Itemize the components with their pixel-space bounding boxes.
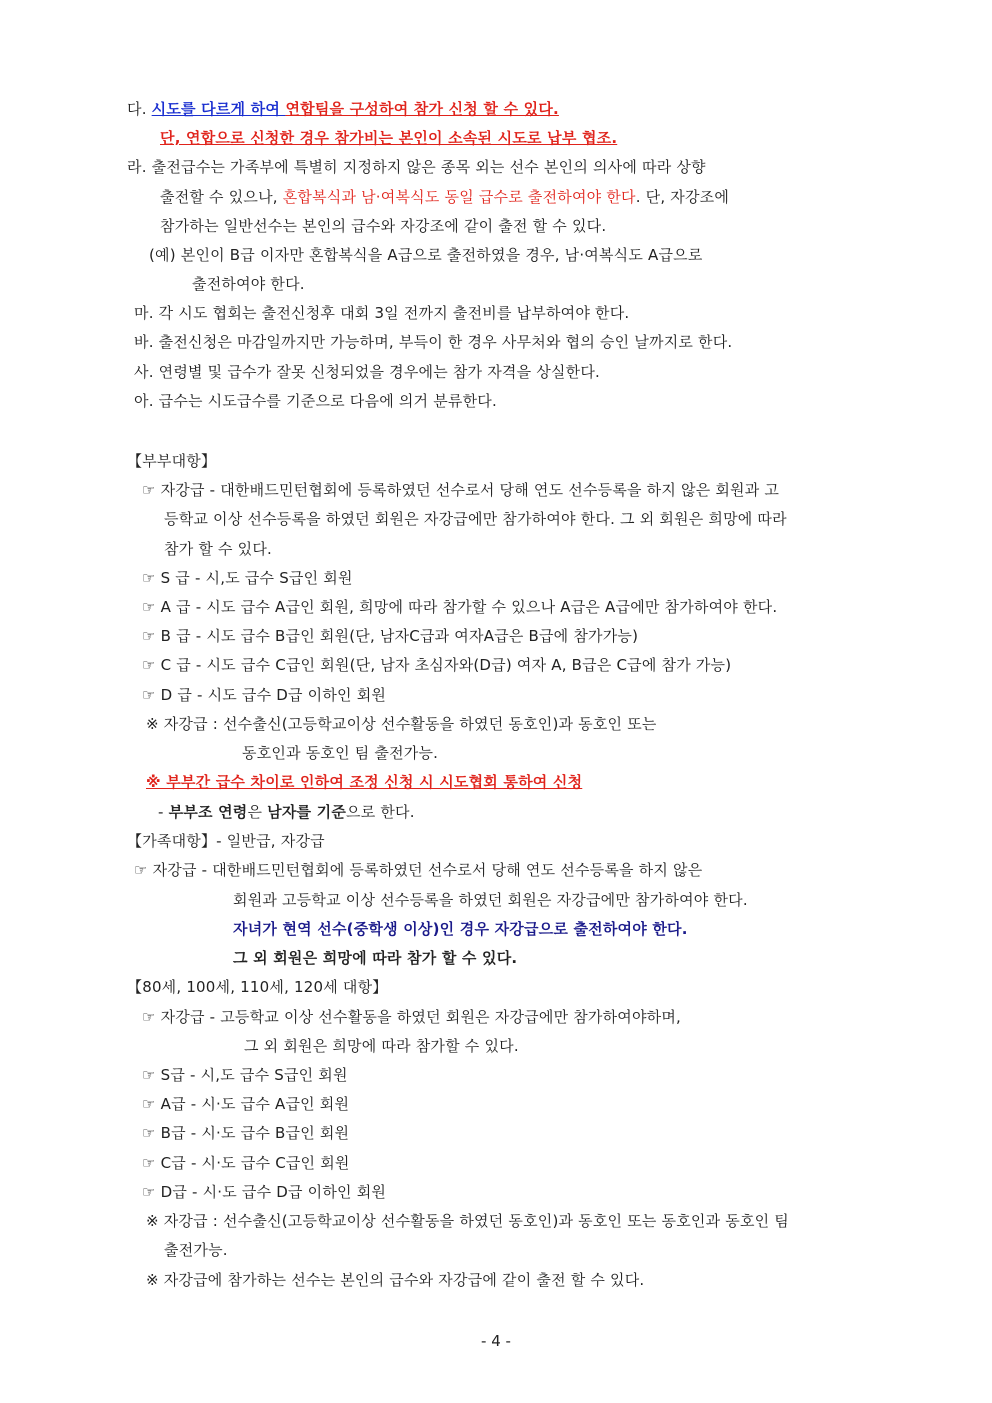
couple-jagang-line3: 참가 할 수 있다. <box>164 540 273 558</box>
couple-grade-d: ☞ D 급 - 시도 급수 D급 이하인 회원 <box>142 686 387 704</box>
item-ra-line2-a: 출전할 수 있으나, <box>160 188 283 206</box>
couple-jagang-line2: 등학교 이상 선수등록을 하였던 회원은 자강급에만 참가하여야 한다. 그 외 회원은 희망에 따라 <box>164 510 787 528</box>
age-groups-jagang-line2: 그 외 회원은 희망에 따라 참가할 수 있다. <box>244 1037 519 1055</box>
item-ra-line2-red: 혼합복식과 남·여복식도 동일 급수로 출전하여야 한다 <box>282 188 636 206</box>
age-groups-heading: 【80세, 100세, 110세, 120세 대항】 <box>127 978 388 996</box>
item-ra-line2-c: . 단, 자강조에 <box>635 188 730 206</box>
family-jagang-line2: 회원과 고등학교 이상 선수등록을 하였던 회원은 자강급에만 참가하여야 한다. <box>233 891 748 909</box>
age-groups-note-line2: 출전가능. <box>164 1241 228 1259</box>
couple-grade-a: ☞ A 급 - 시도 급수 A급인 회원, 희망에 따라 참가할 수 있으나 A급은 A급에만 참가하여야 한다. <box>142 598 778 616</box>
family-jagang-line4: 그 외 회원은 희망에 따라 참가 할 수 있다. <box>233 949 518 967</box>
item-a: 아. 급수는 시도급수를 기준으로 다음에 의거 분류한다. <box>134 392 497 410</box>
family-jagang-line3: 자녀가 현역 선수(중학생 이상)인 경우 자강급으로 출전하여야 한다. <box>233 920 688 938</box>
family-heading: 【가족대항】- 일반급, 자강급 <box>127 832 325 850</box>
item-ra-example-cont: 출전하여야 한다. <box>192 275 305 293</box>
couple-note-line1: ※ 자강급 : 선수출신(고등학교이상 선수활동을 하였던 동호인)과 동호인 또는 <box>146 715 657 733</box>
age-groups-jagang-line1: ☞ 자강급 - 고등학교 이상 선수활동을 하였던 회원은 자강급에만 참가하여야하며, <box>142 1008 682 1026</box>
couple-jagang-line1: ☞ 자강급 - 대한배드민턴협회에 등록하였던 선수로서 당해 연도 선수등록을 하지 않은 회원과 고 <box>142 481 780 499</box>
couple-grade-s: ☞ S 급 - 시,도 급수 S급인 회원 <box>142 569 353 587</box>
item-ra-example: (예) 본인이 B급 이자만 혼합복식을 A급으로 출전하였을 경우, 남·여복식도 A급으로 <box>149 246 703 264</box>
couple-age-bold2: 남자를 기준 <box>267 803 347 821</box>
couple-note-line2: 동호인과 동호인 팀 출전가능. <box>242 744 439 762</box>
age-groups-grade-b: ☞ B급 - 시·도 급수 B급인 회원 <box>142 1124 350 1142</box>
couple-heading: 【부부대항】 <box>127 452 217 470</box>
item-da <box>127 99 559 119</box>
couple-grade-c: ☞ C 급 - 시도 급수 C급인 회원(단, 남자 초심자와(D급) 여자 A, B급은 C급에 참가 가능) <box>142 656 732 674</box>
age-groups-note3: ※ 자강급에 참가하는 선수는 본인의 급수와 자강급에 같이 출전 할 수 있다. <box>146 1271 645 1289</box>
item-sa: 사. 연령별 및 급수가 잘못 신청되었을 경우에는 참가 자격을 상실한다. <box>134 363 600 381</box>
item-ma: 마. 각 시도 협회는 출전신청후 대회 3일 전까지 출전비를 납부하여야 한다. <box>134 304 630 322</box>
item-ra-line1: 라. 출전급수는 가족부에 특별히 지정하지 않은 종목 외는 선수 본인의 의사에 따라 상향 <box>127 158 706 176</box>
item-da-marker: 다. <box>127 100 147 118</box>
couple-grade-b: ☞ B 급 - 시도 급수 B급인 회원(단, 남자C급과 여자A급은 B급에 참가가능) <box>142 627 639 645</box>
age-groups-note-line1: ※ 자강급 : 선수출신(고등학교이상 선수활동을 하였던 동호인)과 동호인 또는 동호인과 동호인 팀 <box>146 1212 789 1230</box>
age-groups-grade-d: ☞ D급 - 시·도 급수 D급 이하인 회원 <box>142 1183 387 1201</box>
couple-red-note: ※ 부부간 급수 차이로 인하여 조정 신청 시 시도협회 통하여 신청 <box>146 773 583 791</box>
item-ra-line2 <box>160 187 729 207</box>
item-ba: 바. 출전신청은 마감일까지만 가능하며, 부득이 한 경우 사무처와 협의 승인 날까지로 한다. <box>134 333 733 351</box>
family-jagang-line1: ☞ 자강급 - 대한배드민턴협회에 등록하였던 선수로서 당해 연도 선수등록을 하지 않은 <box>134 861 703 879</box>
item-da-text-red: 연합팀을 구성하여 참가 신청 할 수 있다. <box>285 100 559 118</box>
age-groups-grade-s: ☞ S급 - 시,도 급수 S급인 회원 <box>142 1066 348 1084</box>
item-da-text-blue: 시도를 다르게 하여 <box>151 100 286 118</box>
couple-age-bold1: 부부조 연령 <box>168 803 248 821</box>
item-ra-line3: 참가하는 일반선수는 본인의 급수와 자강조에 같이 출전 할 수 있다. <box>160 217 607 235</box>
couple-age-normal1: 은 <box>247 803 268 821</box>
age-groups-grade-a: ☞ A급 - 시·도 급수 A급인 회원 <box>142 1095 350 1113</box>
couple-age-normal2: 으로 한다. <box>346 803 415 821</box>
couple-age-dash: - <box>158 803 169 821</box>
item-da-line2: 단, 연합으로 신청한 경우 참가비는 본인이 소속된 시도로 납부 협조. <box>160 129 618 147</box>
couple-age-rule <box>158 802 415 822</box>
page-number: - 4 - <box>481 1332 511 1350</box>
age-groups-grade-c: ☞ C급 - 시·도 급수 C급인 회원 <box>142 1154 350 1172</box>
